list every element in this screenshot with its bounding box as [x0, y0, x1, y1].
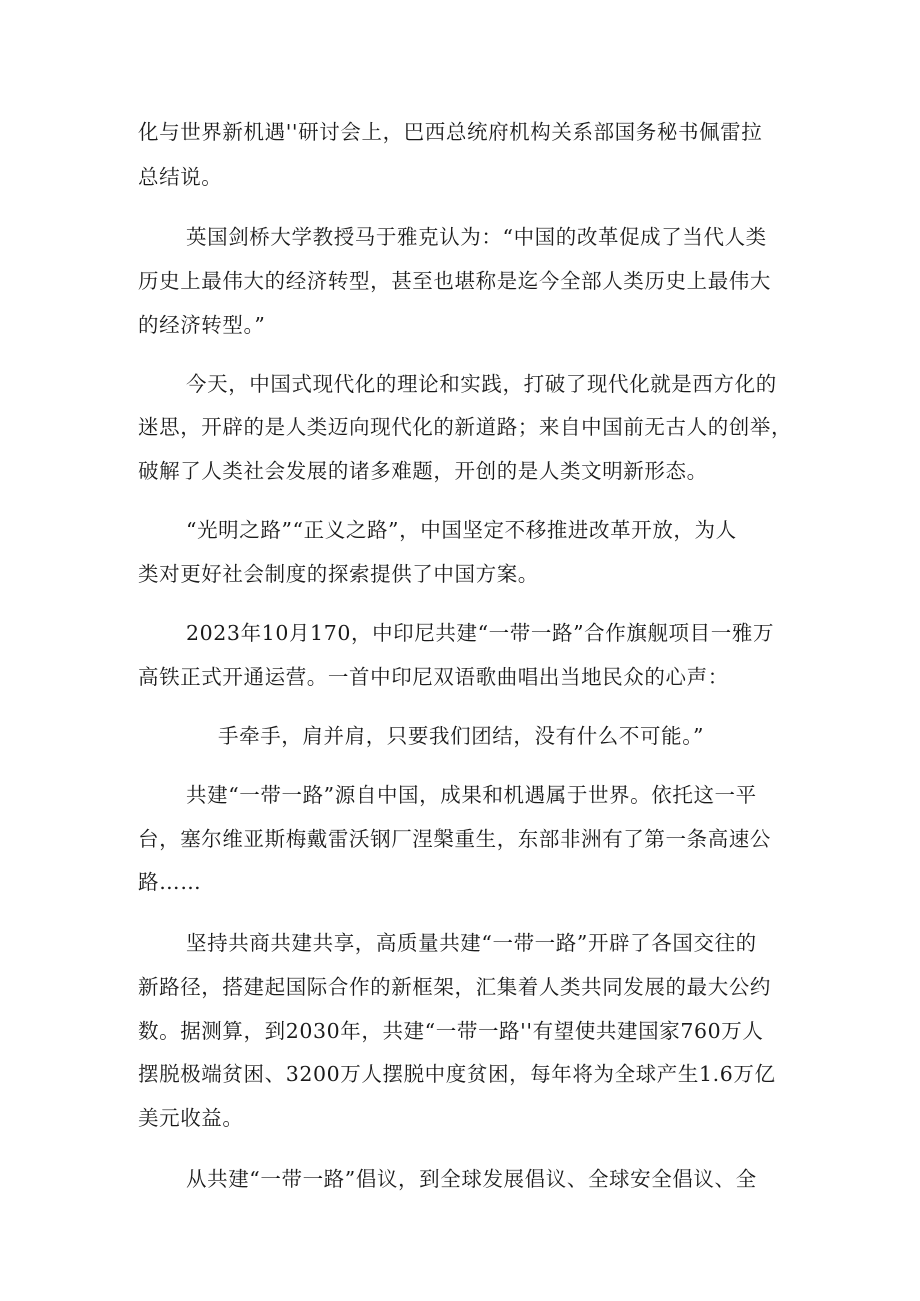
- text-line: 的经济转型。”: [138, 313, 266, 337]
- text-line: 迷思，开辟的是人类迈向现代化的新道路；来自中国前无古人的创举，: [138, 415, 793, 439]
- text-line: 台，塞尔维亚斯梅戴雷沃钢厂涅槃重生，东部非洲有了第一条高速公: [138, 827, 771, 851]
- text-line: 今天，中国式现代化的理论和实践，打破了现代化就是西方化的: [186, 372, 777, 396]
- text-line: 数。据测算，到2030年，共建“一带一路''有望使共建国家760万人: [138, 1019, 764, 1043]
- text-line: 美元收益。: [138, 1106, 244, 1130]
- text-line: 路……: [138, 870, 202, 894]
- text-line: 摆脱极端贫困、3200万人摆脱中度贫困，每年将为全球产生1.6万亿: [138, 1062, 776, 1086]
- text-line: 高铁正式开通运营。一首中印尼双语歌曲唱出当地民众的心声：: [138, 665, 729, 689]
- quote-line: 手牵手，肩并肩，只要我们团结，没有什么不可能。”: [218, 724, 705, 748]
- text-line: “光明之路”“正义之路”，中国坚定不移推进改革开放，为人: [186, 518, 737, 542]
- text-line: 坚持共商共建共享，高质量共建“一带一路”开辟了各国交往的: [186, 931, 757, 955]
- text-line: 新路径，搭建起国际合作的新框架，汇集着人类共同发展的最大公约: [138, 975, 771, 999]
- text-line: 历史上最伟大的经济转型，甚至也堪称是迄今全部人类历史上最伟大: [138, 269, 771, 293]
- text-line: 化与世界新机遇''研讨会上，巴西总统府机构关系部国务秘书佩雷拉: [138, 120, 763, 144]
- text-line: 2023年10月170，中印尼共建“一带一路”合作旗舰项目一雅万: [186, 621, 775, 645]
- text-line: 英国剑桥大学教授马于雅克认为：“中国的改革促成了当代人类: [186, 225, 767, 249]
- text-line: 从共建“一带一路”倡议，到全球发展倡议、全球安全倡议、全: [186, 1167, 757, 1191]
- text-line: 共建“一带一路”源自中国，成果和机遇属于世界。依托这一平: [186, 783, 757, 807]
- text-line: 类对更好社会制度的探索提供了中国方案。: [138, 562, 539, 586]
- text-line: 总结说。: [138, 165, 223, 189]
- text-line: 破解了人类社会发展的诸多难题，开创的是人类文明新形态。: [138, 459, 708, 483]
